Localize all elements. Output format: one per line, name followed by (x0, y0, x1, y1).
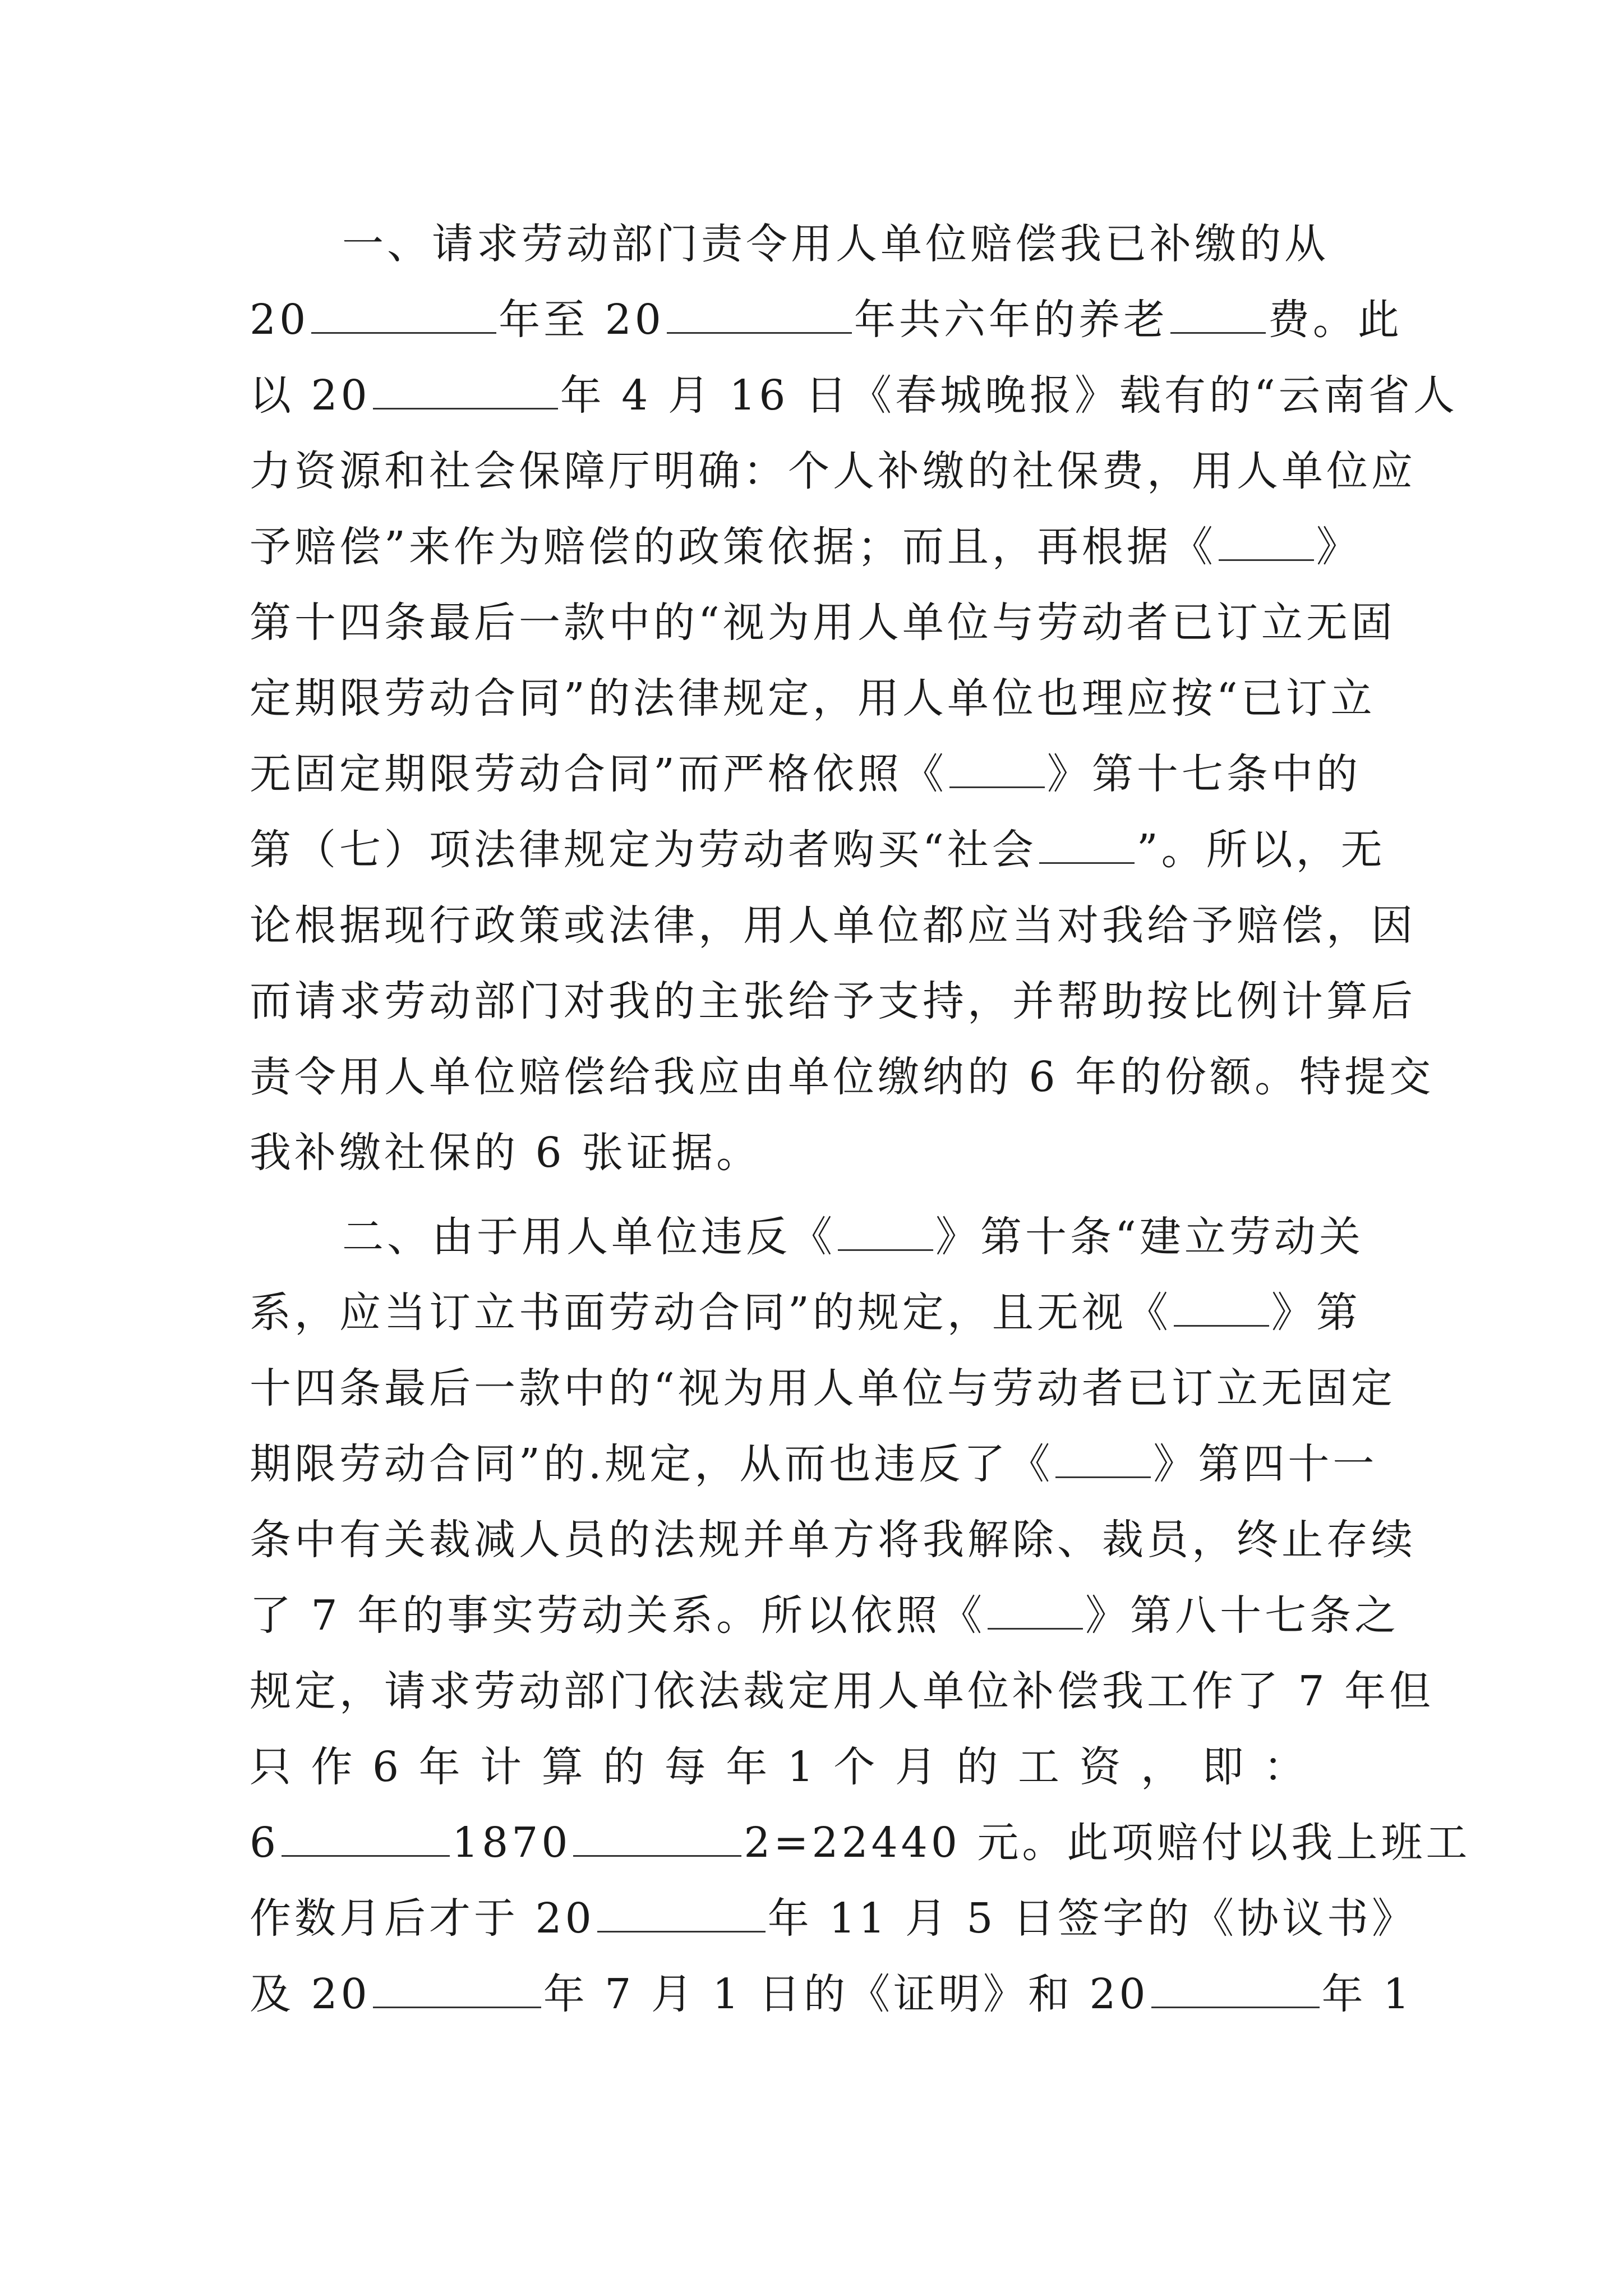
para1-line-5 (250, 519, 1388, 575)
text: 责令用人单位赔偿给我应由单位缴纳的 6 年的份额。特提交 (250, 1053, 1435, 1101)
fill-blank (1039, 827, 1135, 864)
text: 论根据现行政策或法律，用人单位都应当对我给予赔偿，因 (250, 901, 1416, 950)
text: 二、由于用人单位违反《 (342, 1213, 836, 1261)
fill-blank (597, 1896, 766, 1932)
text: 》第十条“建立劳动关 (935, 1213, 1364, 1261)
text: 我补缴社保的 6 张证据。 (250, 1129, 762, 1177)
text: 》 (1316, 523, 1361, 571)
fill-blank (373, 373, 558, 409)
para1-line-8 (250, 746, 1388, 802)
text: 第十四条最后一款中的“视为用人单位与劳动者已订立无固 (250, 599, 1396, 647)
fill-blank (373, 1972, 541, 2008)
fill-blank (282, 1820, 450, 1857)
text: 》第十七条中的 (1046, 750, 1361, 798)
text: 2=22440 元。此项赔付以我上班工 (744, 1819, 1471, 1867)
para1-line-12 (250, 1049, 1435, 1105)
para2-line-4 (250, 1436, 1388, 1492)
text: 系，应当订立书面劳动合同”的规定，且无视《 (250, 1289, 1172, 1337)
text: 一、请求劳动部门责令用人单位赔偿我已补缴的从 (342, 220, 1329, 268)
text: 而请求劳动部门对我的主张给予支持，并帮助按比例计算后 (250, 977, 1416, 1025)
text: 了 7 年的事实劳动关系。所以依照《 (250, 1591, 986, 1640)
para2-line-1 (342, 1209, 1388, 1265)
para1-line-6 (250, 595, 1396, 651)
text: 定期限劳动合同”的法律规定，用人单位也理应按“已订立 (250, 674, 1376, 723)
para2-line-9 (250, 1815, 1471, 1871)
text: 20 (250, 296, 310, 344)
text: 年 7 月 1 日的《证明》和 20 (543, 1970, 1149, 2018)
para2-line-11 (250, 1966, 1413, 2022)
para1-line-13 (250, 1125, 1388, 1181)
text: 年 11 月 5 日签字的《协议书》 (767, 1894, 1417, 1943)
para1-line-9 (250, 822, 1388, 878)
para1-line-11 (250, 973, 1416, 1029)
para2-line-2 (250, 1285, 1388, 1341)
text: 费。此 (1267, 296, 1403, 344)
text: 条中有关裁减人员的法规并单方将我解除、裁员，终止存续 (250, 1516, 1416, 1564)
text: 期限劳动合同”的.规定，从而也违反了《 (250, 1440, 1054, 1488)
fill-blank (311, 297, 496, 334)
para2-line-6 (250, 1588, 1400, 1644)
para2-line-3 (250, 1360, 1396, 1416)
text: ”。所以，无 (1136, 826, 1386, 874)
fill-blank (667, 297, 852, 334)
para1-line-3 (250, 367, 1458, 424)
fill-blank (838, 1214, 933, 1251)
text: 1870 (452, 1819, 571, 1867)
para1-line-4 (250, 443, 1416, 499)
fill-blank (949, 752, 1045, 788)
para1-line-2 (250, 292, 1403, 348)
para2-line-8 (250, 1739, 1388, 1795)
text: 第（七）项法律规定为劳动者购买“社会 (250, 826, 1037, 874)
para1-line-7 (250, 670, 1388, 726)
text: 力资源和社会保障厅明确：个人补缴的社保费，用人单位应 (250, 447, 1416, 495)
fill-blank (1055, 1442, 1151, 1478)
text: 作数月后才于 20 (250, 1894, 595, 1943)
text: 规定，请求劳动部门依法裁定用人单位补偿我工作了 7 年但 (250, 1667, 1435, 1715)
text: 予赔偿”来作为赔偿的政策依据；而且，再根据《 (250, 523, 1216, 571)
text: 无固定期限劳动合同”而严格依照《 (250, 750, 947, 798)
para2-line-10 (250, 1890, 1417, 1947)
text: 十四条最后一款中的“视为用人单位与劳动者已订立无固定 (250, 1364, 1396, 1412)
fill-blank (1174, 1290, 1269, 1327)
para1-line-1 (342, 216, 1388, 272)
text: 只 作 6 年 计 算 的 每 年 1 个 月 的 工 资 ， 即 ： (250, 1743, 1309, 1791)
text: 6 (250, 1819, 280, 1867)
para1-line-10 (250, 898, 1416, 954)
text: 》第 (1271, 1289, 1361, 1337)
text: 年共六年的养老 (854, 296, 1168, 344)
text: 年至 20 (499, 296, 665, 344)
text: 》第八十七条之 (1085, 1591, 1400, 1640)
fill-blank (988, 1593, 1083, 1630)
text: 》第四十一 (1153, 1440, 1378, 1488)
text: 以 20 (250, 371, 371, 420)
fill-blank (573, 1820, 741, 1857)
text: 及 20 (250, 1970, 371, 2018)
text: 年 4 月 16 日《春城晚报》载有的“云南省人 (560, 371, 1458, 420)
fill-blank (1170, 297, 1266, 334)
fill-blank (1151, 1972, 1320, 2008)
para2-line-7 (250, 1663, 1435, 1719)
text: 年 1 (1321, 1970, 1413, 2018)
fill-blank (1219, 524, 1314, 561)
para2-line-5 (250, 1512, 1416, 1568)
